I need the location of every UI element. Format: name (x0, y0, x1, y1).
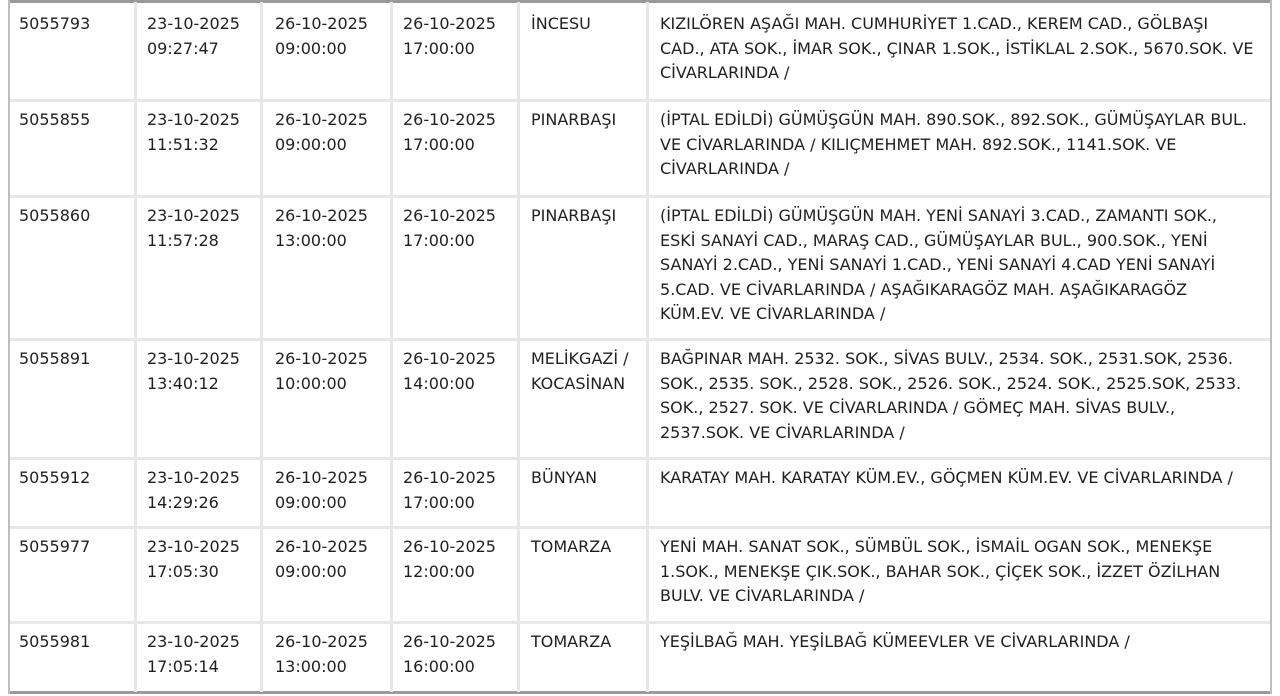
cell-end (403, 347, 496, 396)
cell-start (275, 466, 368, 515)
cell-address (660, 347, 1241, 445)
cell-id (19, 204, 90, 229)
cell-address-line: CİVARLARINDA / (660, 63, 790, 82)
table-row (8, 197, 1272, 338)
cell-start-line: 13:00:00 (275, 230, 347, 250)
cell-created-line: 09:27:47 (147, 38, 219, 58)
cell-end-line: 26-10-2025 (403, 110, 496, 129)
cell-address-line: 2537.SOK. VE CİVARLARINDA / (660, 422, 905, 442)
cell-district (531, 630, 611, 655)
cell-end-line: 17:00:00 (403, 38, 475, 58)
cell-created-line: 17:05:30 (147, 561, 219, 581)
cell-address-line: KARATAY MAH. KARATAY KÜM.EV., GÖÇMEN KÜM.EV. VE CİVARLARINDA / (660, 468, 1233, 487)
cell-start-line: 26-10-2025 (275, 349, 368, 368)
cell-end (403, 466, 496, 515)
cell-address-line: CİVARLARINDA / (660, 159, 790, 178)
cell-address (660, 630, 1130, 655)
cell-end (403, 108, 496, 157)
cell-district-line: KOCASİNAN (531, 373, 626, 393)
cell-district-line: İNCESU (531, 14, 591, 33)
cell-end-line: 26-10-2025 (403, 14, 496, 33)
cell-district (531, 108, 616, 133)
cell-start (275, 108, 368, 157)
cell-id-text: 5055981 (19, 632, 91, 651)
cell-start-line: 26-10-2025 (275, 468, 368, 487)
table-row (8, 5, 1272, 99)
cell-start-line: 13:00:00 (275, 656, 347, 676)
cell-start (275, 12, 368, 61)
cell-start (275, 630, 368, 679)
cell-start (275, 204, 368, 253)
cell-created-line: 11:51:32 (147, 134, 219, 154)
cell-end (403, 204, 496, 253)
cell-start (275, 535, 368, 584)
cell-end-line: 14:00:00 (403, 373, 475, 393)
cell-start-line: 26-10-2025 (275, 14, 368, 33)
cell-end-line: 17:00:00 (403, 492, 475, 512)
cell-district (531, 466, 597, 491)
outage-table (8, 0, 1272, 694)
cell-created-line: 23-10-2025 (147, 468, 240, 487)
cell-district-line: MELİKGAZİ / (531, 349, 629, 368)
cell-id (19, 535, 90, 560)
cell-start-line: 26-10-2025 (275, 537, 368, 556)
cell-created-line: 13:40:12 (147, 373, 219, 393)
table-row (8, 340, 1272, 457)
cell-address-line: VE CİVARLARINDA / KILIÇMEHMET MAH. 892.SOK., 1141.SOK. VE (660, 134, 1177, 154)
cell-end (403, 12, 496, 61)
table-row (8, 101, 1272, 195)
cell-address-line: BAĞPINAR MAH. 2532. SOK., SİVAS BULV., 2534. SOK., 2531.SOK, 2536. (660, 349, 1233, 368)
cell-start-line: 09:00:00 (275, 561, 347, 581)
cell-created (147, 347, 240, 396)
cell-end-line: 26-10-2025 (403, 632, 496, 651)
table-row (8, 528, 1272, 621)
cell-created (147, 12, 240, 61)
cell-end-line: 12:00:00 (403, 561, 475, 581)
cell-address-line: SOK., 2535. SOK., 2528. SOK., 2526. SOK., 2524. SOK., 2525.SOK, 2533. (660, 373, 1242, 393)
cell-start-line: 09:00:00 (275, 134, 347, 154)
cell-created-line: 23-10-2025 (147, 14, 240, 33)
cell-address-line: 1.SOK., MENEKŞE ÇIK.SOK., BAHAR SOK., ÇİÇEK SOK., İZZET ÖZİLHAN (660, 561, 1221, 581)
cell-created (147, 466, 240, 515)
table-top-border (8, 0, 1272, 3)
cell-id (19, 347, 90, 372)
cell-address-line: (İPTAL EDİLDİ) GÜMÜŞGÜN MAH. 890.SOK., 892.SOK., GÜMÜŞAYLAR BUL. (660, 110, 1248, 129)
cell-end (403, 630, 496, 679)
cell-address-line: BULV. VE CİVARLARINDA / (660, 586, 865, 605)
cell-district-line: PINARBAŞI (531, 110, 617, 129)
cell-id-text: 5055912 (19, 468, 91, 487)
cell-district (531, 347, 629, 396)
cell-address (660, 12, 1254, 86)
cell-start-line: 26-10-2025 (275, 206, 368, 225)
cell-created-line: 14:29:26 (147, 492, 219, 512)
cell-address-line: KIZILÖREN AŞAĞI MAH. CUMHURİYET 1.CAD., KEREM CAD., GÖLBAŞI (660, 14, 1209, 33)
cell-id-text: 5055793 (19, 14, 91, 33)
cell-district (531, 12, 591, 37)
cell-end-line: 26-10-2025 (403, 537, 496, 556)
cell-end-line: 26-10-2025 (403, 468, 496, 487)
cell-district-line: PINARBAŞI (531, 206, 617, 225)
cell-start-line: 09:00:00 (275, 38, 347, 58)
cell-id (19, 466, 90, 491)
cell-created-line: 11:57:28 (147, 230, 219, 250)
cell-id-text: 5055977 (19, 537, 91, 556)
table-bottom-border (8, 691, 1272, 694)
cell-id (19, 108, 90, 133)
cell-address-line: KÜM.EV. VE CİVARLARINDA / (660, 304, 886, 323)
cell-district-line: TOMARZA (531, 632, 612, 651)
cell-address (660, 204, 1217, 327)
cell-end-line: 26-10-2025 (403, 349, 496, 368)
cell-address-line: YEŞİLBAĞ MAH. YEŞİLBAĞ KÜMEEVLER VE CİVARLARINDA / (660, 632, 1130, 651)
cell-created (147, 108, 240, 157)
cell-start-line: 26-10-2025 (275, 632, 368, 651)
cell-start (275, 347, 368, 396)
cell-end-line: 17:00:00 (403, 134, 475, 154)
cell-created-line: 23-10-2025 (147, 537, 240, 556)
cell-address-line: 5.CAD. VE CİVARLARINDA / AŞAĞIKARAGÖZ MAH. AŞAĞIKARAGÖZ (660, 279, 1188, 299)
cell-address-line: (İPTAL EDİLDİ) GÜMÜŞGÜN MAH. YENİ SANAYİ 3.CAD., ZAMANTI SOK., (660, 206, 1218, 225)
cell-id-text: 5055855 (19, 110, 91, 129)
cell-end-line: 17:00:00 (403, 230, 475, 250)
cell-district (531, 204, 616, 229)
cell-start-line: 10:00:00 (275, 373, 347, 393)
cell-start-line: 09:00:00 (275, 492, 347, 512)
cell-created-line: 23-10-2025 (147, 110, 240, 129)
cell-address-line: ESKİ SANAYİ CAD., MARAŞ CAD., GÜMÜŞAYLAR BUL., 900.SOK., YENİ (660, 230, 1208, 250)
cell-address-line: SANAYİ 2.CAD., YENİ SANAYİ 1.CAD., YENİ SANAYİ 4.CAD YENİ SANAYİ (660, 255, 1216, 274)
cell-created (147, 204, 240, 253)
cell-created-line: 23-10-2025 (147, 206, 240, 225)
cell-created (147, 535, 240, 584)
cell-id (19, 12, 90, 37)
cell-address-line: CAD., ATA SOK., İMAR SOK., ÇINAR 1.SOK., İSTİKLAL 2.SOK., 5670.SOK. VE (660, 38, 1254, 58)
cell-id (19, 630, 90, 655)
cell-address (660, 108, 1247, 182)
cell-id-text: 5055860 (19, 206, 91, 225)
cell-start-line: 26-10-2025 (275, 110, 368, 129)
cell-end-line: 16:00:00 (403, 656, 475, 676)
cell-district (531, 535, 611, 560)
cell-address-line: SOK., 2527. SOK. VE CİVARLARINDA / GÖMEÇ MAH. SİVAS BULV., (660, 398, 1176, 417)
cell-created-line: 23-10-2025 (147, 349, 240, 368)
cell-created-line: 23-10-2025 (147, 632, 240, 651)
cell-created (147, 630, 240, 679)
cell-address-line: YENİ MAH. SANAT SOK., SÜMBÜL SOK., İSMAİL OGAN SOK., MENEKŞE (660, 537, 1213, 556)
cell-end (403, 535, 496, 584)
cell-address (660, 535, 1220, 609)
cell-id-text: 5055891 (19, 349, 91, 368)
cell-end-line: 26-10-2025 (403, 206, 496, 225)
table-row (8, 459, 1272, 526)
cell-created-line: 17:05:14 (147, 656, 219, 676)
cell-district-line: TOMARZA (531, 537, 612, 556)
table-row (8, 623, 1272, 691)
cell-address (660, 466, 1233, 491)
cell-district-line: BÜNYAN (531, 468, 598, 487)
